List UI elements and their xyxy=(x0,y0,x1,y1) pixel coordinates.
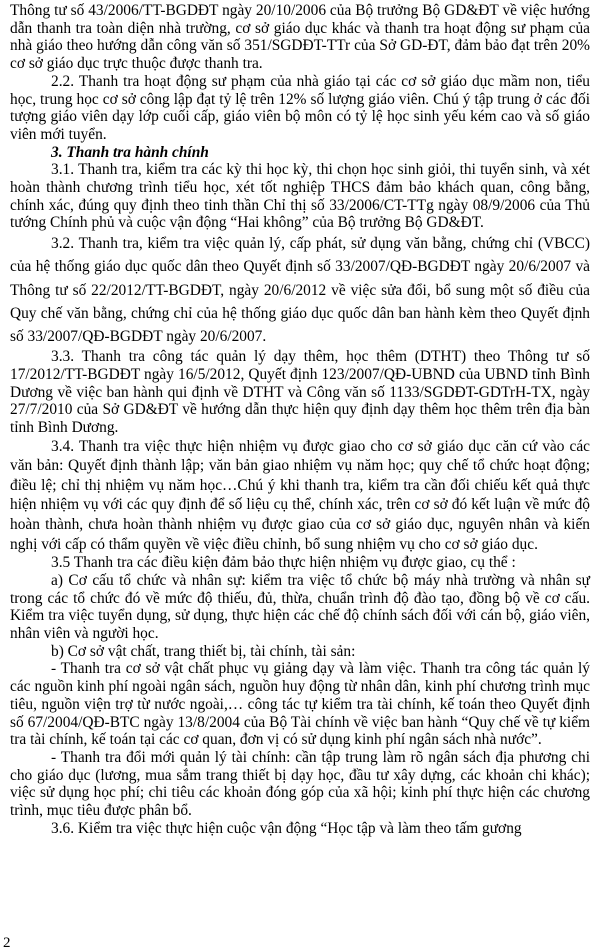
paragraph-3-1: 3.1. Thanh tra, kiểm tra các kỳ thi học kỳ, thi chọn học sinh giỏi, thi tuyển sinh, và xét hoàn thành chương trình tiểu học, xét tốt nghiệp THCS đảm bảo khách quan, công bằng, chính xác, đúng quy định theo tinh thần Chỉ thị số 33/2006/CT-TTg ngày 08/9/2006 của Thủ tướng Chính phủ và cuộc vận động “Hai không” của Bộ trưởng Bộ GD&ĐT. xyxy=(10,161,590,232)
paragraph-3-2: 3.2. Thanh tra, kiểm tra việc quản lý, cấp phát, sử dụng văn bằng, chứng chỉ (VBCC) của hệ thống giáo dục quốc dân theo Quyết định số 33/2007/QĐ-BGDĐT ngày 20/6/2007 và Thông tư số 22/2012/TT-BGDĐT, ngày 20/6/2012 về việc sửa đổi, bổ sung một số điều của Quy chế văn bằng, chứng chỉ của hệ thống giáo dục quốc dân ban hành kèm theo Quyết định số 33/2007/QĐ-BGDĐT ngày 20/6/2007. xyxy=(10,235,590,345)
section-heading-administrative-inspection: 3. Thanh tra hành chính xyxy=(51,143,209,161)
paragraph-circular-43: Thông tư số 43/2006/TT-BGDĐT ngày 20/10/2006 của Bộ trưởng Bộ GD&ĐT về việc hướng dẫn thanh tra toàn diện nhà trường, cơ sở giáo dục khác và thanh tra hoạt động sư phạm của nhà giáo theo hướng dẫn công văn số 351/SGDĐT-TTr của Sở GD-ĐT, đảm bảo đạt trên 20% cơ sở giáo dục trực thuộc được thanh tra. xyxy=(10,2,590,73)
paragraph-3-4: 3.4. Thanh tra việc thực hiện nhiệm vụ được giao cho cơ sở giáo dục căn cứ vào các văn bản: Quyết định thành lập; văn bản giao nhiệm vụ năm học; quy chế tổ chức hoạt động; điều lệ; chỉ thị nhiệm vụ năm học…Chú ý khi thanh tra, kiểm tra cần đối chiếu kết quả thực hiện nhiệm vụ với các quy định để số liệu cụ thể, chính xác, trên cơ sở đó kết luận về mức độ hoàn thành, chưa hoàn thành nhiệm vụ được giao của cơ sở giáo dục, nguyên nhân và kiến nghị với cấp có thẩm quyền về việc điều chỉnh, bổ sung nhiệm vụ cho cơ sở giáo dục. xyxy=(10,437,590,553)
paragraph-3-6: 3.6. Kiểm tra việc thực hiện cuộc vận động “Học tập và làm theo tấm gương xyxy=(51,819,522,837)
paragraph-organization-personnel: a) Cơ cấu tổ chức và nhân sự: kiểm tra việc tổ chức bộ máy nhà trường và nhân sự trong các tổ chức đó về mức độ thiếu, đủ, thừa, chuẩn trình độ đào tạo, đồng bộ về cơ cấu. Kiểm tra việc tuyển dụng, sử dụng, thực hiện các chế độ chính sách đối với cán bộ, giáo viên, nhân viên và người học. xyxy=(10,571,590,643)
paragraph-facilities-finance: b) Cơ sở vật chất, trang thiết bị, tài chính, tài sản: xyxy=(51,642,356,660)
paragraph-3-3: 3.3. Thanh tra công tác quản lý dạy thêm, học thêm (DTHT) theo Thông tư số 17/2012/TT-BGDĐT ngày 16/5/2012, Quyết định 123/2007/QĐ-UBND của UBND tỉnh Bình Dương về việc ban hành qui định về DTHT và Công văn số 1133/SGDĐT-GDTrH-TX, ngày 27/7/2010 của Sở GD&ĐT về hướng dẫn thực hiện quy định dạy thêm học thêm trên địa bàn tỉnh Bình Dương. xyxy=(10,348,590,436)
page-number: 2 xyxy=(3,935,11,951)
paragraph-3-5: 3.5 Thanh tra các điều kiện đảm bảo thực hiện nhiệm vụ được giao, cụ thể : xyxy=(51,554,516,572)
paragraph-financial-management: - Thanh tra đổi mới quản lý tài chính: cần tập trung làm rõ ngân sách địa phương chi cho giáo dục (lương, mua sắm trang thiết bị dạy học, đầu tư xây dựng, các khoản chi khác); việc sử dụng học phí; chi tiêu các khoản đóng góp của xã hội; kinh phí thực hiện các chương trình, mục tiêu được phân bổ. xyxy=(10,748,590,820)
paragraph-facilities-inspection: - Thanh tra cơ sở vật chất phục vụ giảng dạy và làm việc. Thanh tra công tác quản lý các nguồn kinh phí ngoài ngân sách, nguồn huy động từ nhân dân, kinh phí chương trình mục tiêu, nguồn viện trợ từ nước ngoài,… công tác tự kiểm tra tài chính, kế toán theo Quyết định số 67/2004/QĐ-BTC ngày 13/8/2004 của Bộ Tài chính về việc ban hành “Quy chế về tự kiểm tra tài chính, kế toán tại các cơ quan, đơn vị có sử dụng kinh phí ngân sách nhà nước”. xyxy=(10,660,590,749)
paragraph-2-2: 2.2. Thanh tra hoạt động sư phạm của nhà giáo tại các cơ sở giáo dục mầm non, tiểu học, trung học cơ sở công lập đạt tỷ lệ trên 12% số lượng giáo viên. Chú ý tập trung ở các đối tượng giáo viên dạy lớp cuối cấp, giáo viên bộ môn có tỷ lệ học sinh yếu kém cao và số giáo viên mới tuyển. xyxy=(10,72,590,143)
